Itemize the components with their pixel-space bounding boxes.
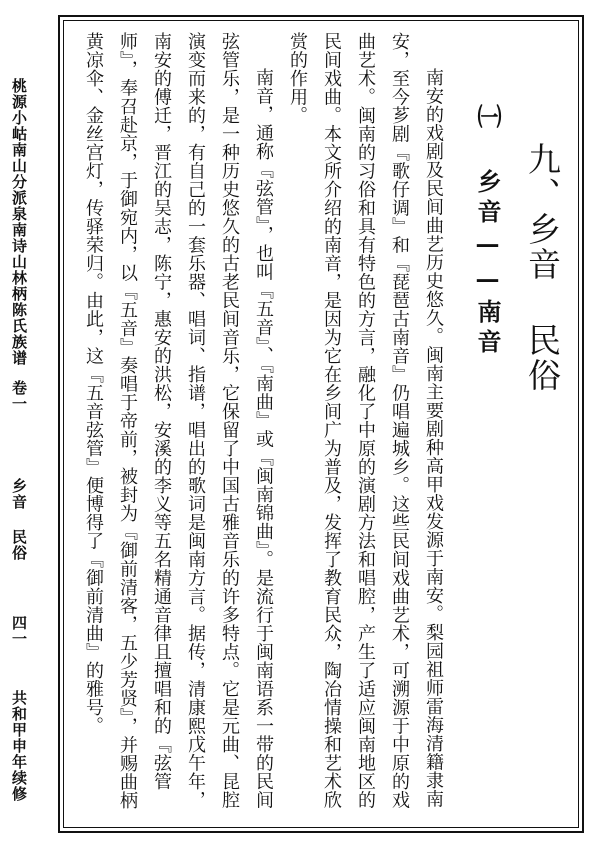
sidebar — [0, 0, 60, 850]
volume-label: 卷一 — [10, 380, 28, 412]
section-subtitle: ㈠ 乡音——南音 — [473, 104, 502, 359]
page-content — [76, 32, 566, 816]
paragraph-1: 南安的戏剧及民间曲艺历史悠久。闽南主要剧种高甲戏发源于南安。梨园祖师雷海清籍隶南安，至今芗剧『歌仔调』和『琵琶古南音』仍唱遍城乡。这些民间戏曲艺术，可溯源于中原的戏曲艺术。闽南的习俗和具有特色的方言，融化了中原的演剧方法和唱腔，产生了适应闽南地区的民间戏曲。本文所介绍的南音，是因为它在乡间广为普及，发挥了教育民众，陶冶情操和艺术欣赏的作用。 — [287, 32, 444, 809]
edition-label: 共和甲申年续修 — [10, 690, 28, 802]
section-label: 乡音 民俗 — [10, 478, 28, 561]
book-title: 桃源小岵南山分派泉南诗山林柄陈氏族谱 — [10, 78, 28, 366]
page-title: 九、乡音 民俗 — [523, 142, 562, 393]
paragraph-2: 南音，通称『弦管』，也叫『五音』、『南曲』或『闽南锦曲』。是流行于闽南语系一带的民间弦管乐，是一种历史悠久的古老民间音乐，它保留了中国古雅音乐的许多特点。它是元曲、昆腔演变而来的，有自己的一套乐器、唱词、指谱，唱出的歌词是闽南方言。据传，清康熙戊午年，南安的傅迁，晋江的吴志，陈宁，惠安的洪松，安溪的李义等五名精通音律且擅唱和的『弦管师』，奉召赴京，于御宛内，以『五音』奏唱于帝前，被封为『御前清客，五少芳贤』，并赐曲柄黄凉伞、金丝宫灯，传驿荣归。由此，这『五音弦管』便博得了『御前清曲』的雅号。 — [83, 32, 274, 810]
page-number: 四一 — [10, 615, 28, 647]
